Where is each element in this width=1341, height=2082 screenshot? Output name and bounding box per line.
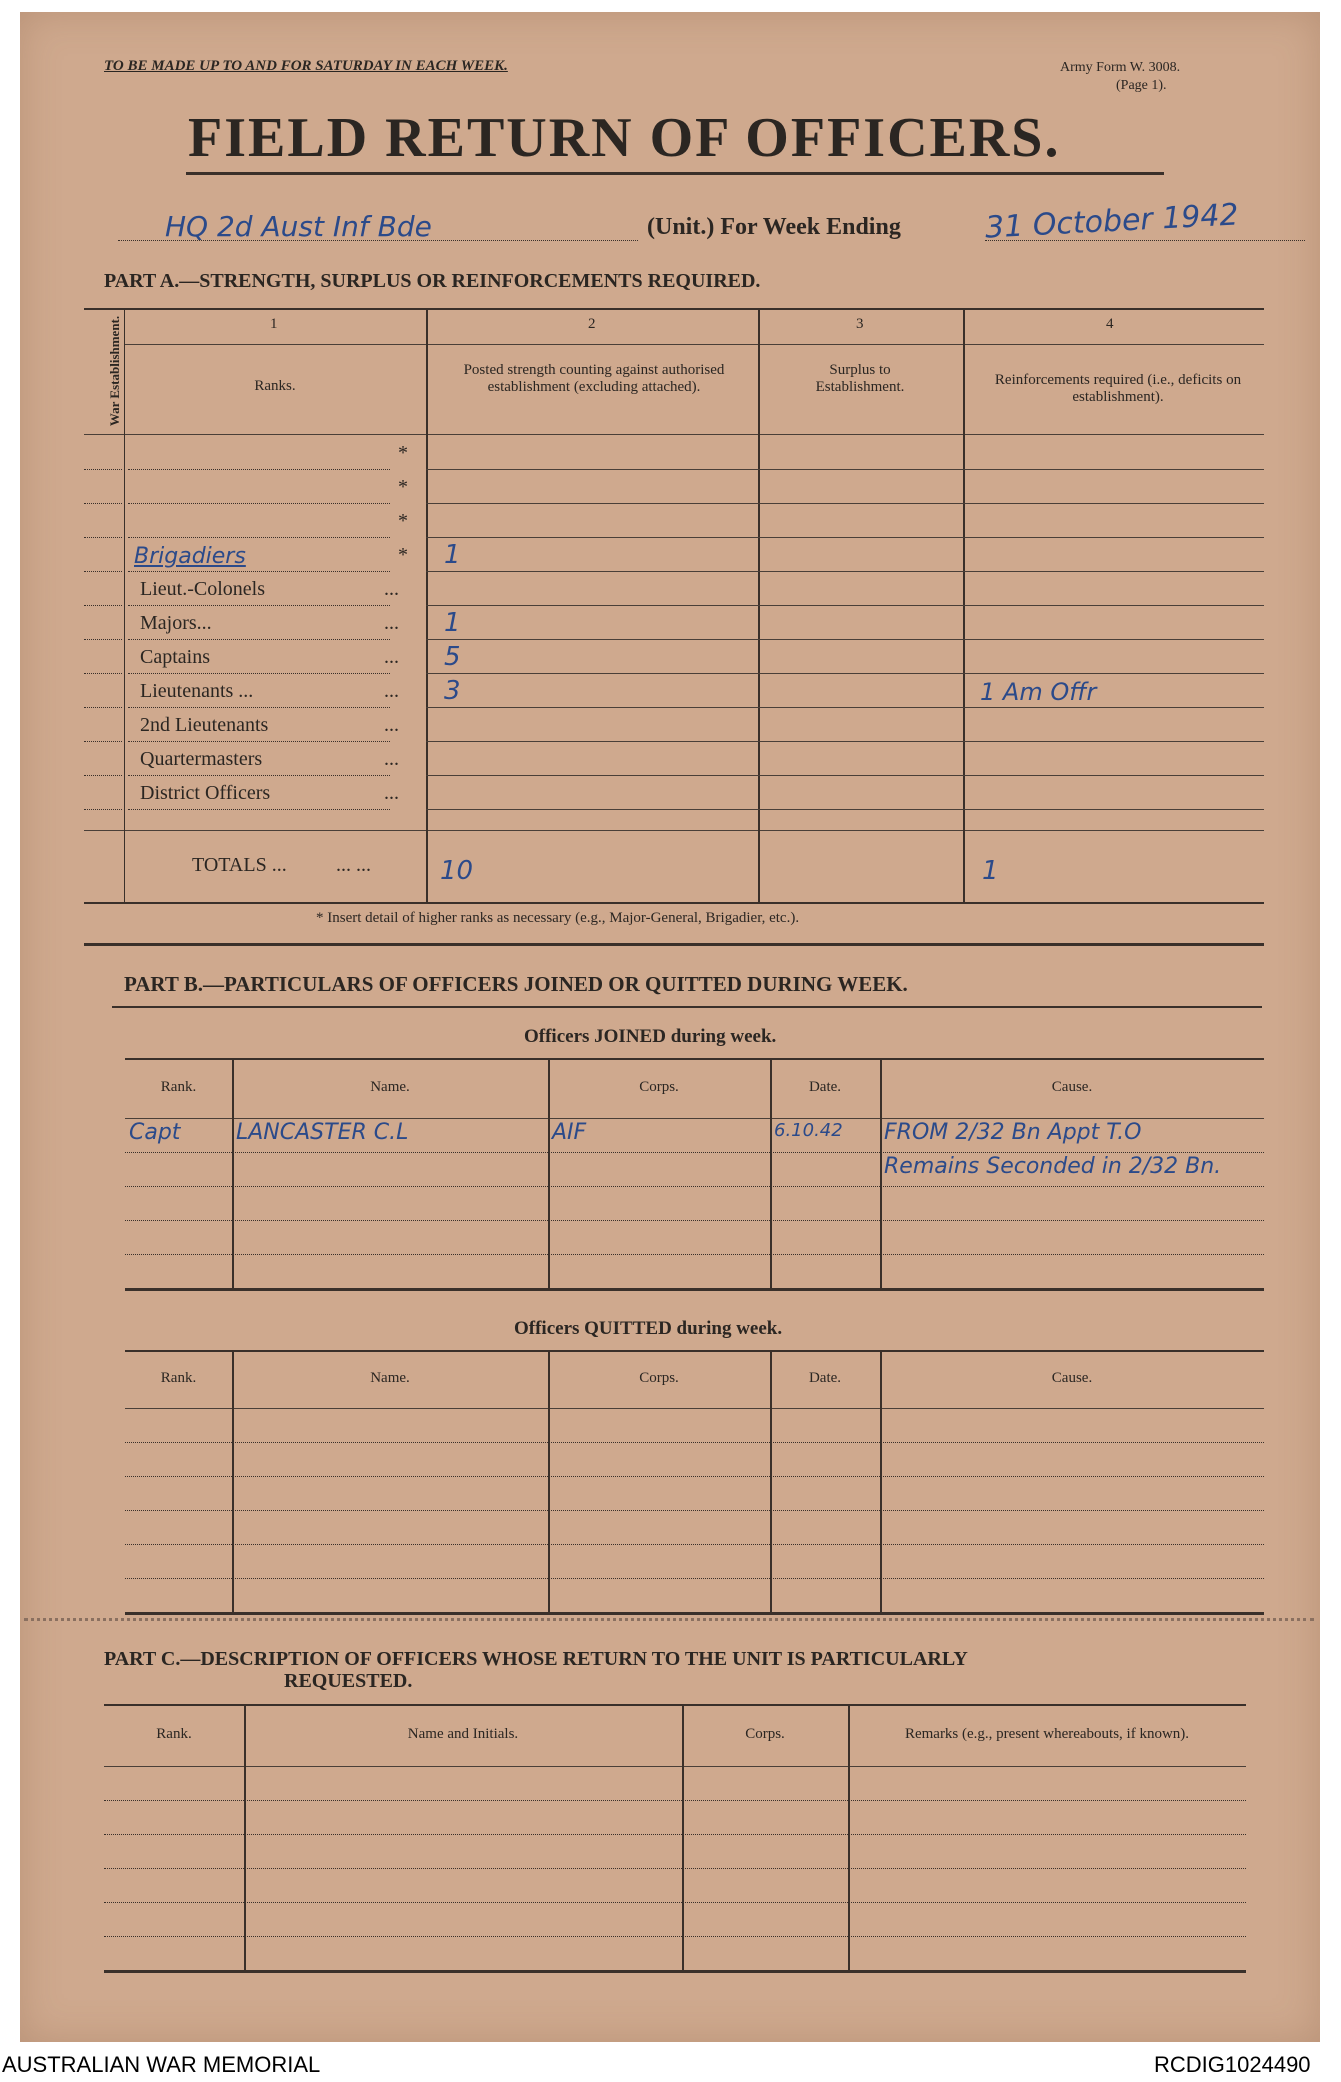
week-line (985, 240, 1305, 241)
rank-marker: ... (384, 748, 399, 770)
totals-reinforcements: 1 (982, 856, 999, 886)
rank-label: Majors... (140, 612, 212, 634)
war-establishment-dotted-line (84, 503, 122, 504)
part-a-row-line (426, 707, 1264, 708)
posted-value: 3 (444, 676, 461, 706)
rank-dotted-line (128, 571, 390, 572)
totals-posted: 10 (440, 856, 474, 886)
part-a-top-line (84, 308, 1264, 310)
page-number: (Page 1). (1116, 78, 1167, 93)
war-establishment-dotted-line (84, 809, 122, 810)
joined-header-line (125, 1118, 1264, 1119)
joined-top-line (125, 1058, 1264, 1060)
part-c-vline (848, 1704, 850, 1970)
part-b-heading: PART B.—PARTICULARS OF OFFICERS JOINED OR QUITTED DURING WEEK. (124, 972, 908, 996)
part-a-row-line (426, 775, 1264, 776)
part-c-heading-line-2: REQUESTED. (284, 1670, 413, 1692)
war-establishment-dotted-line (84, 775, 122, 776)
rank-marker: * (398, 544, 408, 566)
rank-dotted-line (128, 809, 390, 810)
part-a-row-line (426, 639, 1264, 640)
part-c-col-header: Remarks (e.g., present whereabouts, if known). (904, 1726, 1190, 1742)
quitted-row-line (125, 1476, 1264, 1477)
rank-marker: * (398, 510, 408, 532)
part-c-row-line (104, 1902, 1246, 1903)
footer-right: RCDIG1024490 (1154, 2052, 1311, 2077)
part-c-row-line (104, 1868, 1246, 1869)
unit-value: HQ 2d Aust Inf Bde (165, 210, 432, 243)
rank-dotted-line (128, 673, 390, 674)
col-number-1: 1 (270, 316, 278, 332)
rank-marker: ... (384, 714, 399, 736)
rank-marker: ... (384, 612, 399, 634)
part-c-vline (682, 1704, 684, 1970)
part-a-vline-1 (124, 308, 125, 902)
quitted-col-header: Rank. (160, 1370, 197, 1386)
rank-marker: ... (384, 680, 399, 702)
part-c-row-line (104, 1834, 1246, 1835)
posted-value: 1 (444, 540, 461, 570)
joined-col-header: Date. (808, 1079, 842, 1095)
rank-marker: ... (384, 646, 399, 668)
col-header-reinforcements: Reinforcements required (i.e., deficits on establishment). (994, 372, 1242, 405)
rank-dotted-line (128, 537, 390, 538)
part-c-col-header: Name and Initials. (407, 1726, 519, 1742)
col-header-surplus: Surplus to Establishment. (815, 362, 905, 395)
part-a-row-line (426, 809, 1264, 810)
joined-row-line (125, 1254, 1264, 1255)
form-title: FIELD RETURN OF OFFICERS. (188, 107, 1061, 169)
col-number-3: 3 (856, 316, 864, 332)
totals-dots: ... ... (336, 854, 371, 876)
part-a-row-line (426, 741, 1264, 742)
rank-dotted-line (128, 775, 390, 776)
part-a-heading: PART A.—STRENGTH, SURPLUS OR REINFORCEMENTS REQUIRED. (104, 270, 761, 292)
unit-label: (Unit.) For Week Ending (647, 214, 901, 240)
rank-label: Captains (140, 646, 210, 668)
war-establishment-dotted-line (84, 469, 122, 470)
rank-label: 2nd Lieutenants (140, 714, 269, 736)
quitted-bottom-line (125, 1612, 1264, 1615)
quitted-col-header: Name. (370, 1370, 410, 1386)
quitted-col-header: Corps. (639, 1370, 679, 1386)
rank-label: Brigadiers (134, 544, 246, 569)
rank-label: Quartermasters (140, 748, 263, 770)
part-c-row-line (104, 1936, 1246, 1937)
col-number-2: 2 (588, 316, 596, 332)
quitted-title: Officers QUITTED during week. (514, 1318, 783, 1339)
rank-marker: * (398, 442, 408, 464)
col-header-ranks: Ranks. (254, 378, 296, 394)
quitted-vline (880, 1350, 882, 1612)
rank-label: Lieutenants ... (140, 680, 254, 702)
war-establishment-dotted-line (84, 537, 122, 538)
reinforcements-value: 1 Am Offr (980, 678, 1097, 706)
joined-col-header: Cause. (1051, 1079, 1093, 1095)
joined-date-value: 6.10.42 (774, 1120, 843, 1141)
war-establishment-dotted-line (84, 571, 122, 572)
quitted-vline (770, 1350, 772, 1612)
part-c-bottom-line (104, 1970, 1246, 1973)
part-c-top-line (104, 1704, 1246, 1706)
totals-label: TOTALS ... (192, 854, 287, 876)
part-a-end-line (84, 943, 1264, 946)
rank-dotted-line (128, 605, 390, 606)
part-c-heading-line-1: PART C.—DESCRIPTION OF OFFICERS WHOSE RETURN TO THE UNIT IS PARTICULARLY (104, 1648, 968, 1670)
rank-dotted-line (128, 741, 390, 742)
footnote: * Insert detail of higher ranks as necessary (e.g., Major-General, Brigadier, etc.). (316, 910, 800, 926)
joined-col-header: Name. (370, 1079, 410, 1095)
quitted-row-line (125, 1544, 1264, 1545)
war-establishment-label: War Establishment. (107, 315, 122, 427)
posted-value: 5 (444, 642, 461, 672)
joined-cause-value: Remains Seconded in 2/32 Bn. (884, 1154, 1222, 1179)
war-establishment-dotted-line (84, 639, 122, 640)
col-header-posted: Posted strength counting against authorised establishment (excluding attached). (463, 362, 725, 395)
instruction-line: TO BE MADE UP TO AND FOR SATURDAY IN EACH WEEK. (104, 58, 508, 74)
rank-dotted-line (128, 469, 390, 470)
rank-label: Lieut.-Colonels (140, 578, 265, 600)
joined-name-value: LANCASTER C.L (236, 1120, 409, 1145)
rank-marker: ... (384, 782, 399, 804)
joined-row-line (125, 1186, 1264, 1187)
unit-line (118, 240, 638, 241)
part-a-header-bottom-line (84, 434, 1264, 435)
part-c-header-line (104, 1766, 1246, 1767)
war-establishment-dotted-line (84, 707, 122, 708)
rank-marker: ... (384, 578, 399, 600)
war-establishment-dotted-line (84, 741, 122, 742)
posted-value: 1 (444, 608, 461, 638)
rank-label: District Officers (140, 782, 271, 804)
part-b-heading-line (112, 1006, 1262, 1008)
quitted-vline (232, 1350, 234, 1612)
part-c-row-line (104, 1800, 1246, 1801)
joined-col-header: Corps. (639, 1079, 679, 1095)
rank-dotted-line (128, 639, 390, 640)
quitted-row-line (125, 1442, 1264, 1443)
joined-col-header: Rank. (160, 1079, 197, 1095)
part-c-vline (244, 1704, 246, 1970)
joined-row-line (125, 1152, 1264, 1153)
title-underline (186, 172, 1164, 175)
part-a-row-line (426, 537, 1264, 538)
part-a-totals-top-line (84, 830, 1264, 831)
part-a-row-line (426, 571, 1264, 572)
joined-row-line (125, 1220, 1264, 1221)
part-a-row-line (426, 503, 1264, 504)
quitted-row-line (125, 1510, 1264, 1511)
quitted-vline (548, 1350, 550, 1612)
quitted-header-line (125, 1408, 1264, 1409)
war-establishment-dotted-line (84, 605, 122, 606)
part-a-row-line (426, 469, 1264, 470)
joined-bottom-line (125, 1288, 1264, 1291)
part-c-col-header: Rank. (156, 1726, 192, 1742)
quitted-col-header: Date. (808, 1370, 842, 1386)
part-a-row-line (426, 673, 1264, 674)
quitted-col-header: Cause. (1051, 1370, 1093, 1386)
joined-cause-value: FROM 2/32 Bn Appt T.O (884, 1120, 1142, 1145)
col-number-4: 4 (1106, 316, 1114, 332)
rank-marker: * (398, 476, 408, 498)
quitted-top-line (125, 1350, 1264, 1352)
footer-left: AUSTRALIAN WAR MEMORIAL (2, 2052, 321, 2077)
part-a-col-number-line (124, 344, 1264, 345)
rank-dotted-line (128, 707, 390, 708)
joined-rank-value: Capt (129, 1120, 181, 1145)
week-ending-value: 31 October 1942 (984, 197, 1240, 246)
form-number: Army Form W. 3008. (1060, 60, 1181, 75)
war-establishment-dotted-line (84, 673, 122, 674)
joined-corps-value: AIF (552, 1120, 587, 1145)
part-a-row-line (426, 605, 1264, 606)
part-c-col-header: Corps. (745, 1726, 785, 1742)
part-a-bottom-line (84, 902, 1264, 904)
joined-title: Officers JOINED during week. (524, 1026, 777, 1047)
perforation-line (24, 1618, 1314, 1621)
quitted-row-line (125, 1578, 1264, 1579)
rank-dotted-line (128, 503, 390, 504)
